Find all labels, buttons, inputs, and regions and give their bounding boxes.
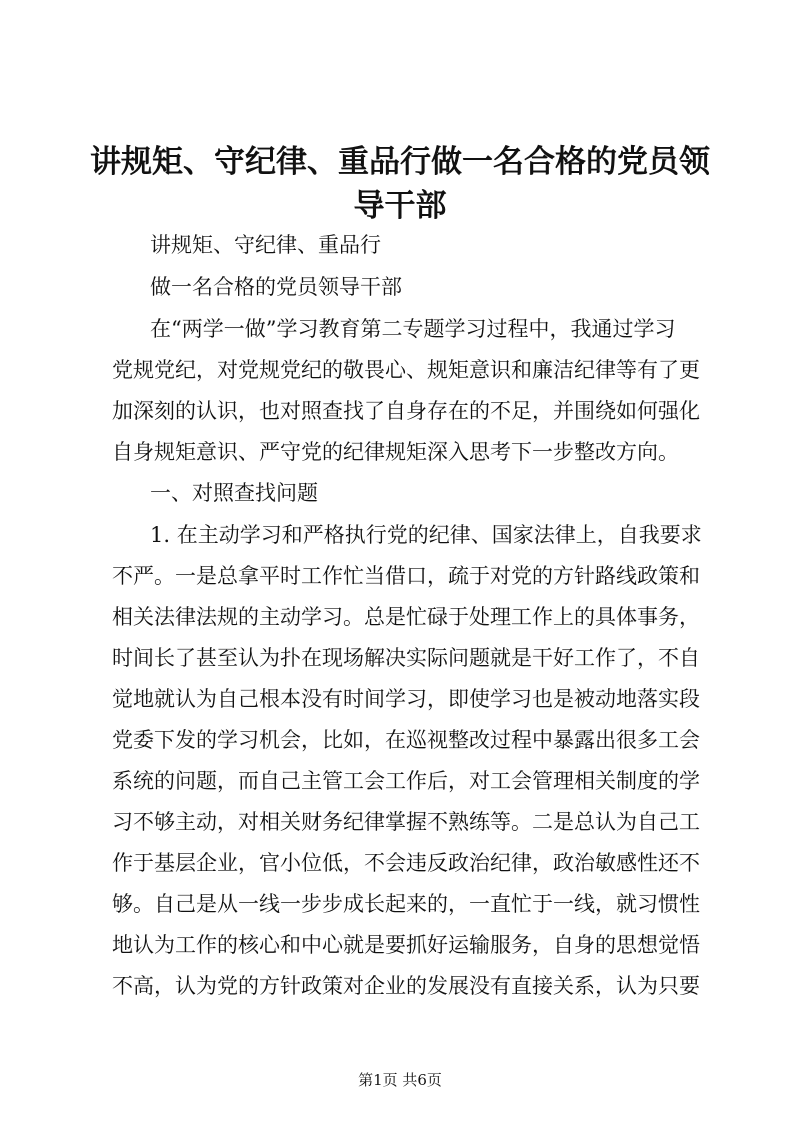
body-line: 地认为工作的核心和中心就是要抓好运输服务，自身的思想觉悟 [112, 933, 700, 957]
subtitle-line-1: 讲规矩、守纪律、重品行 [150, 233, 381, 257]
page-footer: 第1页 共6页 [358, 1071, 442, 1089]
title-line-2: 导干部 [353, 188, 447, 224]
body-line: 党委下发的学习机会，比如，在巡视整改过程中暴露出很多工会 [112, 728, 700, 752]
body-line: 不严。一是总拿平时工作忙当借口，疏于对党的方针路线政策和 [112, 564, 700, 588]
body-line: 相关法律法规的主动学习。总是忙碌于处理工作上的具体事务， [112, 605, 700, 629]
body-line: 系统的问题，而自己主管工会工作后，对工会管理相关制度的学 [112, 769, 700, 793]
body-line: 自身规矩意识、严守党的纪律规矩深入思考下一步整改方向。 [112, 440, 679, 464]
body-line: 够。自己是从一线一步步成长起来的，一直忙于一线，就习惯性 [112, 892, 700, 916]
subtitle-line-2: 做一名合格的党员领导干部 [150, 275, 402, 299]
body-line: 在“两学一做”学习教育第二专题学习过程中，我通过学习 [150, 317, 676, 341]
body-line: 加深刻的认识，也对照查找了自身存在的不足，并围绕如何强化 [112, 399, 700, 423]
body-line: 1. 在主动学习和严格执行党的纪律、国家法律上，自我要求 [150, 523, 702, 547]
body-line: 党规党纪，对党规党纪的敬畏心、规矩意识和廉洁纪律等有了更 [112, 358, 700, 382]
body-line: 觉地就认为自己根本没有时间学习，即使学习也是被动地落实段 [112, 687, 700, 711]
body-line: 习不够主动，对相关财务纪律掌握不熟练等。二是总认为自己工 [112, 810, 700, 834]
body-line: 作于基层企业，官小位低，不会违反政治纪律，政治敏感性还不 [112, 851, 700, 875]
body-line: 不高，认为党的方针政策对企业的发展没有直接关系，认为只要 [112, 974, 700, 998]
document-title [90, 140, 710, 228]
section-heading: 一、对照查找问题 [150, 481, 318, 505]
body-line: 时间长了甚至认为扑在现场解决实际问题就是干好工作了，不自 [112, 646, 700, 670]
title-line-1: 讲规矩、守纪律、重品行做一名合格的党员领 [90, 144, 710, 180]
